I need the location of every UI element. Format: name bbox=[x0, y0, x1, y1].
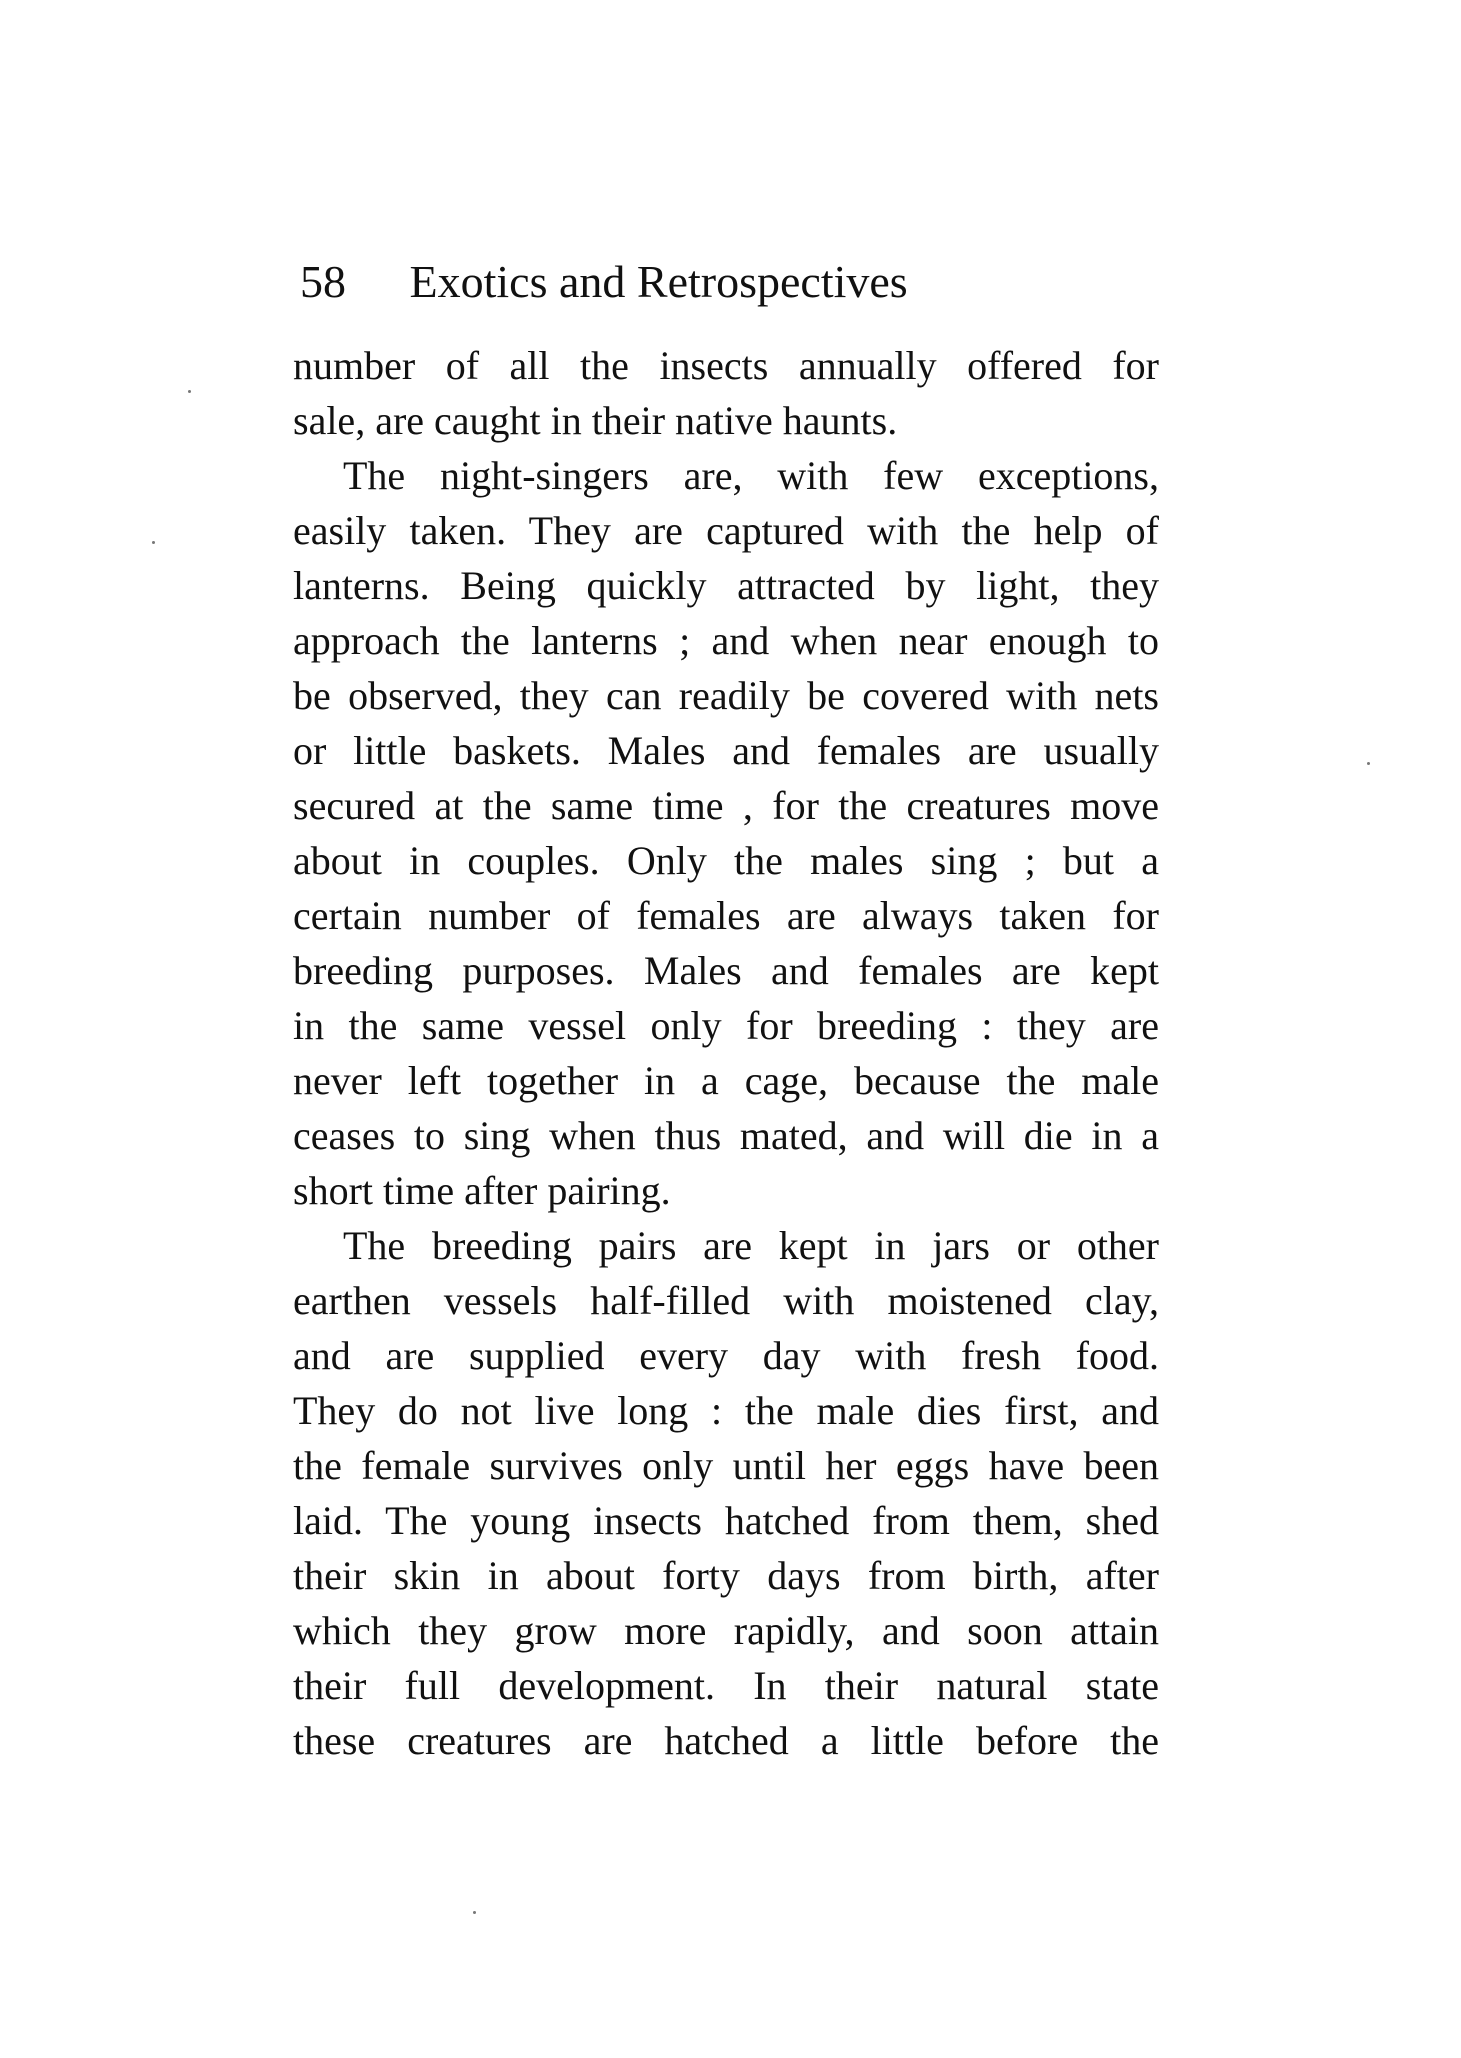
scan-speck bbox=[1367, 762, 1370, 765]
text-line: and are supplied every day with fresh food. bbox=[293, 1333, 1159, 1378]
text-line: in the same vessel only for breeding : they are bbox=[293, 1003, 1159, 1048]
text-line: secured at the same time , for the creatures move bbox=[293, 783, 1159, 828]
text-line: earthen vessels half-filled with moistened clay, bbox=[293, 1278, 1159, 1323]
scan-speck bbox=[473, 1911, 476, 1914]
paragraph-start-line: The breeding pairs are kept in jars or other bbox=[343, 1223, 1159, 1268]
running-title: Exotics and Retrospectives bbox=[409, 256, 908, 307]
text-line: short time after pairing. bbox=[293, 1168, 671, 1213]
text-line: They do not live long : the male dies first, and bbox=[293, 1388, 1159, 1433]
text-line: their full development. In their natural state bbox=[293, 1663, 1159, 1708]
text-line: sale, are caught in their native haunts. bbox=[293, 398, 898, 443]
text-line: laid. The young insects hatched from them, shed bbox=[293, 1498, 1159, 1543]
text-line: ceases to sing when thus mated, and will die in a bbox=[293, 1113, 1159, 1158]
text-line: easily taken. They are captured with the help of bbox=[293, 508, 1159, 553]
scan-speck bbox=[188, 390, 191, 393]
text-line: number of all the insects annually offered for bbox=[293, 343, 1159, 388]
text-line: their skin in about forty days from birth, after bbox=[293, 1553, 1159, 1598]
page-header bbox=[300, 252, 1160, 312]
page-number: 58 bbox=[300, 256, 346, 307]
text-line: which they grow more rapidly, and soon attain bbox=[293, 1608, 1159, 1653]
paragraph-start-line: The night-singers are, with few exceptions, bbox=[343, 453, 1159, 498]
text-line: certain number of females are always taken for bbox=[293, 893, 1159, 938]
scan-speck bbox=[152, 541, 155, 544]
body-text bbox=[293, 338, 1159, 1768]
text-line: the female survives only until her eggs have been bbox=[293, 1443, 1159, 1488]
text-line: lanterns. Being quickly attracted by light, they bbox=[293, 563, 1159, 608]
text-line: never left together in a cage, because the male bbox=[293, 1058, 1159, 1103]
text-line: be observed, they can readily be covered with nets bbox=[293, 673, 1159, 718]
text-line: approach the lanterns ; and when near enough to bbox=[293, 618, 1159, 663]
text-line: these creatures are hatched a little before the bbox=[293, 1718, 1159, 1763]
text-line: or little baskets. Males and females are usually bbox=[293, 728, 1159, 773]
text-line: breeding purposes. Males and females are kept bbox=[293, 948, 1159, 993]
text-line: about in couples. Only the males sing ; but a bbox=[293, 838, 1159, 883]
